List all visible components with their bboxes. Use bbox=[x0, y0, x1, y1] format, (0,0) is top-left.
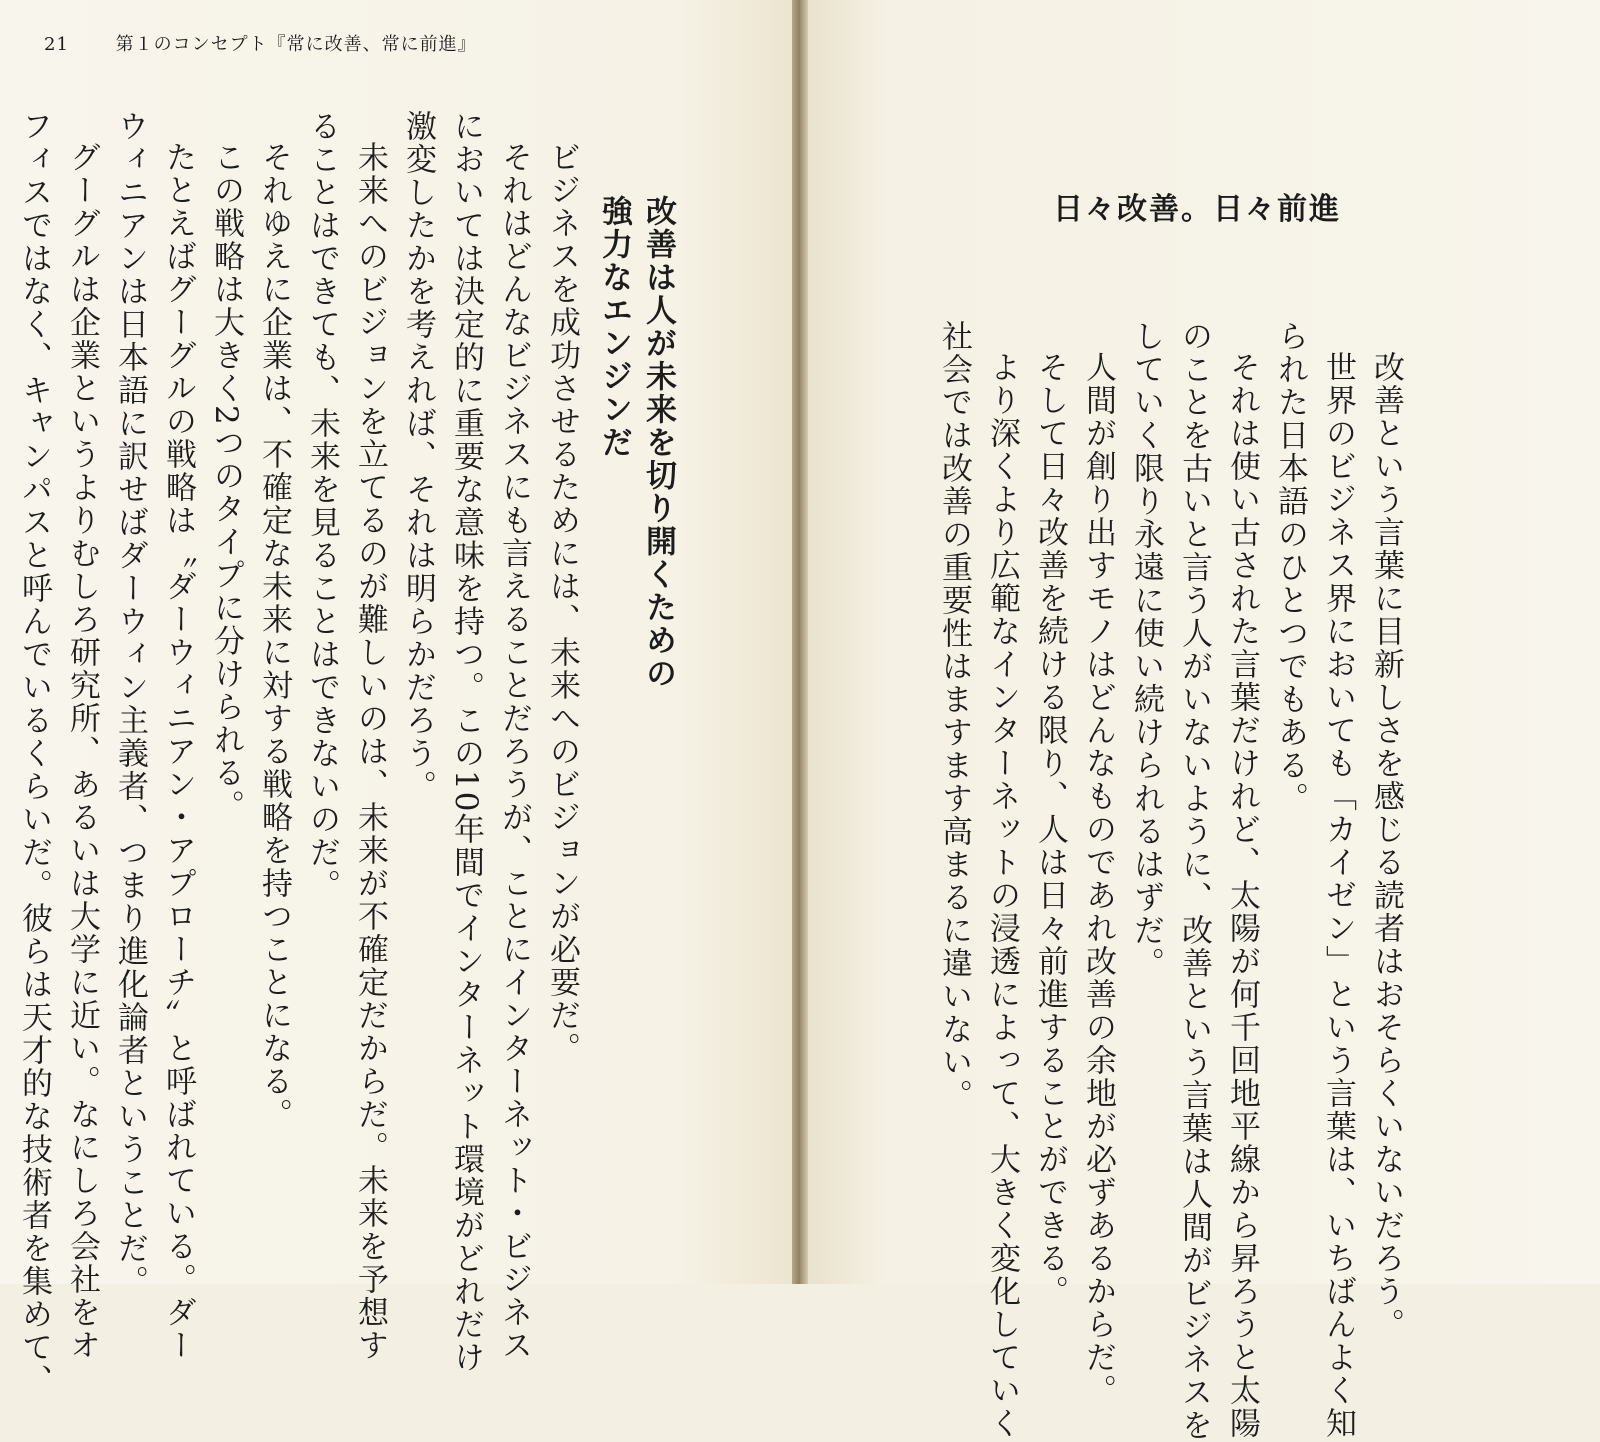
text-line: 激変したかを考えれば、それは明らかだろう。 bbox=[400, 110, 436, 803]
section-heading bbox=[592, 195, 680, 690]
text-line: ビジネスを成功させるためには、未来へのビジョンが必要だ。 bbox=[544, 141, 580, 1065]
text-line: それゆえに企業は、不確定な未来に対する戦略を持つことになる。 bbox=[256, 141, 292, 1131]
text-line: フィスではなく、キャンパスと呼んでいるくらいだ。彼らは天才的な技術者を集めて、 bbox=[16, 110, 52, 1397]
text-line: より深くより広範なインターネットの浸透によって、大きく変化していく bbox=[984, 351, 1020, 1440]
book-gutter bbox=[792, 0, 808, 1284]
text-line: 社会では改善の重要性はますます高まるに違いない。 bbox=[936, 320, 972, 1112]
text-line: のことを古いと言う人がいないように、改善という言葉は人間がビジネスを bbox=[1176, 320, 1212, 1442]
right-page bbox=[808, 0, 1600, 1442]
body-text bbox=[930, 320, 1410, 1442]
text-line: それはどんなビジネスにも言えることだろうが、ことにインターネット・ビジネス bbox=[496, 141, 532, 1362]
text-line: においては決定的に重要な意味を持つ。この10年間でインターネット環境がどれだけ bbox=[448, 110, 484, 1375]
text-line: それは使い古された言葉だけれど、太陽が何千回地平線から昇ろうと太陽 bbox=[1224, 351, 1260, 1440]
running-head-title: 第１のコンセプト『常に改善、常に前進』 bbox=[115, 34, 477, 55]
text-line: 改善という言葉に目新しさを感じる読者はおそらくいないだろう。 bbox=[1368, 351, 1404, 1341]
body-text bbox=[10, 110, 586, 1397]
text-line: 人間が創り出すモノはどんなものであれ改善の余地が必ずあるからだ。 bbox=[1080, 351, 1116, 1407]
text-line: グーグルは企業というよりむしろ研究所、あるいは大学に近い。なにしろ会社をオ bbox=[64, 141, 100, 1362]
running-header bbox=[44, 30, 477, 56]
text-line: そして日々改善を続ける限り、人は日々前進することができる。 bbox=[1032, 351, 1068, 1308]
heading-line: 強力なエンジンだ bbox=[596, 195, 632, 459]
text-line: ることはできても、未来を見ることはできないのだ。 bbox=[304, 110, 340, 902]
left-page bbox=[0, 0, 792, 1397]
heading-line: 改善は人が未来を切り開くための bbox=[640, 195, 676, 690]
text-line: 未来へのビジョンを立てるのが難しいのは、未来が不確定だからだ。未来を予想す bbox=[352, 141, 388, 1362]
text-line: この戦略は大きく2つのタイプに分けられる。 bbox=[208, 141, 244, 823]
text-line: 世界のビジネス界においても「カイゼン」という言葉は、いちばんよく知 bbox=[1320, 351, 1356, 1440]
text-line: たとえばグーグルの戦略は〝ダーウィニアン・アプローチ〟と呼ばれている。ダー bbox=[160, 141, 196, 1362]
text-line: ウィニアンは日本語に訳せばダーウィン主義者、つまり進化論者ということだ。 bbox=[112, 110, 148, 1298]
page-number: 21 bbox=[44, 34, 69, 55]
text-line: られた日本語のひとつでもある。 bbox=[1272, 320, 1308, 815]
section-heading: 日々改善。日々前進 bbox=[1053, 192, 1341, 227]
text-line: していく限り永遠に使い続けられるはずだ。 bbox=[1128, 320, 1164, 980]
